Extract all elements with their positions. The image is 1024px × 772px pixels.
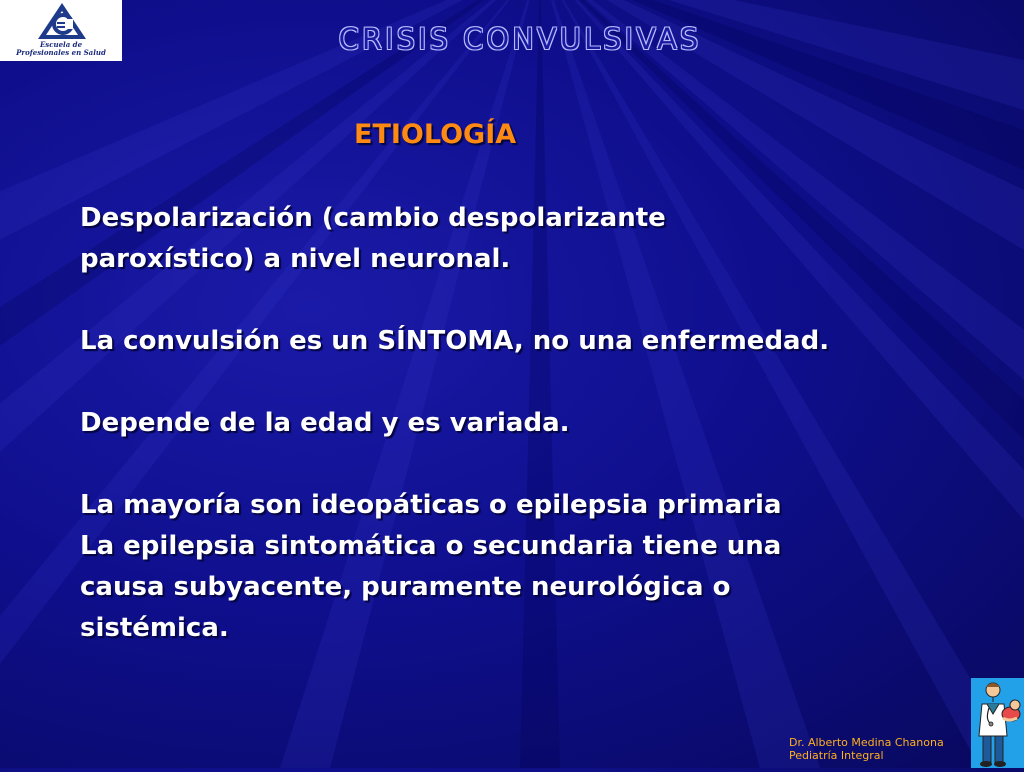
- slide-title: CRISIS CONVULSIVAS: [338, 22, 702, 56]
- school-logo-icon: [36, 2, 88, 40]
- body-line: causa subyacente, puramente neurológica o: [80, 572, 731, 602]
- logo-line-1: Escuela de: [39, 40, 83, 49]
- body-line: sistémica.: [80, 613, 229, 643]
- logo-line-2: Profesionales en Salud: [16, 48, 106, 57]
- body-line: Depende de la edad y es variada.: [80, 408, 570, 438]
- body-line: La mayoría son ideopáticas o epilepsia primaria: [80, 490, 782, 520]
- body-line: paroxístico) a nivel neuronal.: [80, 244, 511, 274]
- body-line: La convulsión es un SÍNTOMA, no una enfermedad.: [80, 326, 830, 356]
- logo-text: [0, 41, 122, 57]
- body-line: Despolarización (cambio despolarizante: [80, 203, 666, 233]
- author-name: Dr. Alberto Medina Chanona: [789, 736, 944, 749]
- body-line: La epilepsia sintomática o secundaria tiene una: [80, 531, 782, 561]
- doctor-with-baby-icon: [971, 678, 1024, 768]
- slide-subtitle: ETIOLOGÍA: [354, 119, 517, 150]
- slide-body: [80, 198, 960, 649]
- doctor-illustration: [971, 678, 1024, 768]
- author-credit: [789, 736, 944, 762]
- author-specialty: Pediatría Integral: [789, 749, 884, 762]
- logo: [0, 0, 122, 61]
